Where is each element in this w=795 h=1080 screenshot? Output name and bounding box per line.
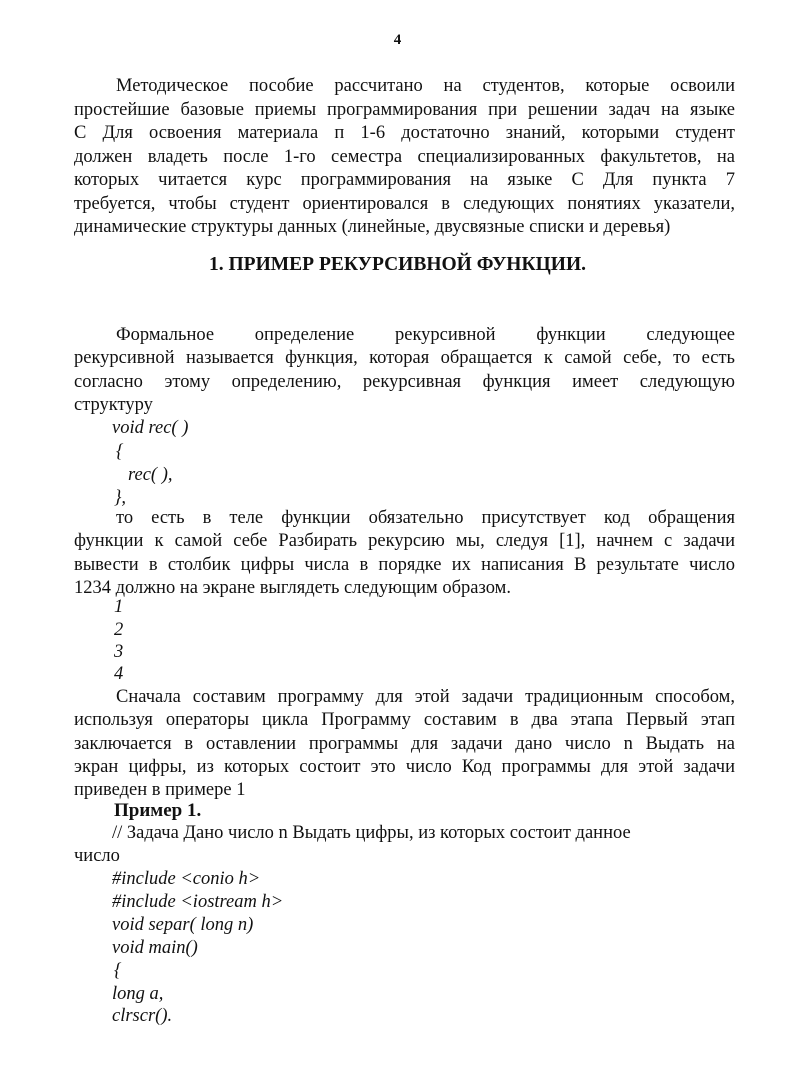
code-line: #include <conio h> (112, 869, 261, 889)
digit-line: 2 (114, 620, 124, 640)
text-line: Формальное определение рекурсивной функции следующее (116, 325, 735, 345)
text-line: то есть в теле функции обязательно присутствует код обращения (116, 508, 735, 528)
text-line: приведен в примере 1 (74, 780, 246, 800)
code-line: void separ( long n) (112, 915, 254, 935)
text-line: согласно этому определению, рекурсивная функция имеет следующую (74, 372, 735, 392)
text-line: вывести в столбик цифры числа в порядке их написания В результате число (74, 555, 735, 575)
example-title: Пример 1. (114, 800, 202, 821)
code-line: }, (114, 488, 127, 508)
text-line: экран цифры, из которых состоит это число Код программы для этой задачи (74, 757, 735, 777)
code-line: { (114, 961, 122, 981)
text-line: рекурсивной называется функция, которая обращается к самой себе, то есть (74, 348, 735, 368)
text-line: которых читается курс программирования на языке С Для пункта 7 (74, 170, 735, 190)
code-line: void rec( ) (112, 418, 189, 438)
text-line: 1234 должно на экране выглядеть следующим образом. (74, 578, 511, 598)
digit-line: 4 (114, 664, 124, 684)
code-comment: число (74, 846, 120, 866)
digit-line: 3 (114, 642, 124, 662)
text-line: должен владеть после 1-го семестра специализированных факультетов, на (74, 147, 735, 167)
text-line: заключается в оставлении программы для задачи дано число n Выдать на (74, 734, 735, 754)
page-number: 4 (393, 32, 402, 48)
text-line: простейшие базовые приемы программирования при решении задач на языке (74, 100, 735, 120)
text-line: структуру (74, 395, 153, 415)
text-line: Методическое пособие рассчитано на студентов, которые освоили (116, 76, 735, 96)
text-line: используя операторы цикла Программу составим в два этапа Первый этап (74, 710, 735, 730)
text-line: С Для освоения материала п 1-6 достаточно знаний, которыми студент (74, 123, 735, 143)
text-line: функции к самой себе Разбирать рекурсию мы, следуя [1], начнем с задачи (74, 531, 735, 551)
code-line: clrscr(). (112, 1006, 173, 1026)
code-line: void main() (112, 938, 198, 958)
text-line: Сначала составим программу для этой задачи традиционным способом, (116, 687, 735, 707)
digit-line: 1 (114, 597, 124, 617)
text-line: требуется, чтобы студент ориентировался в следующих понятиях указатели, (74, 194, 735, 214)
code-line: #include <iostream h> (112, 892, 284, 912)
text-line: динамические структуры данных (линейные, двусвязные списки и деревья) (74, 217, 671, 237)
code-comment: // Задача Дано число n Выдать цифры, из которых состоит данное (112, 823, 631, 843)
code-line: long a, (112, 984, 164, 1004)
code-line: rec( ), (128, 465, 173, 485)
section-heading: 1. ПРИМЕР РЕКУРСИВНОЙ ФУНКЦИИ. (209, 254, 586, 275)
code-line: { (116, 442, 124, 462)
